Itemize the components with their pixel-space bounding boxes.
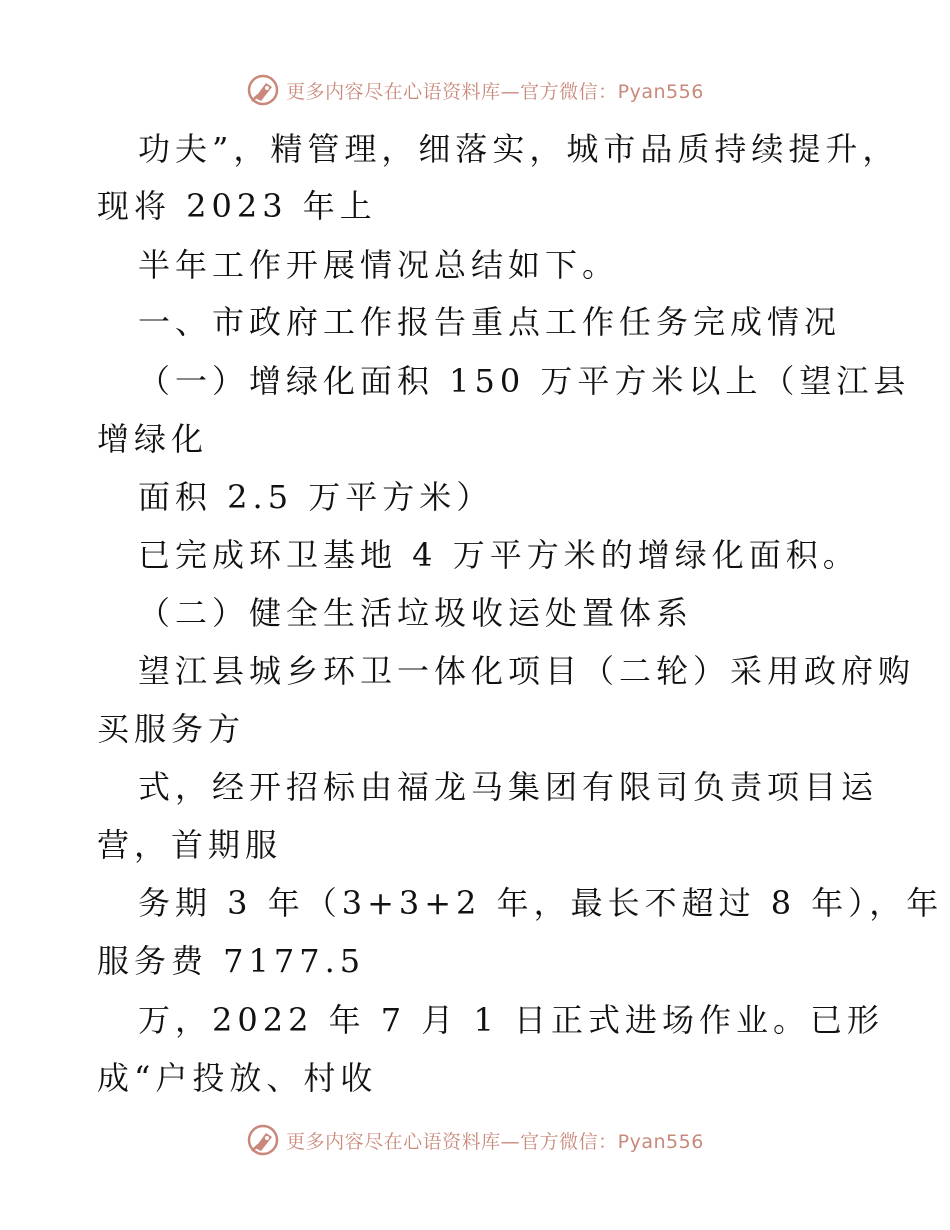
text-line: 买服务方 — [97, 710, 246, 748]
footer-watermark — [0, 1120, 950, 1160]
text-line: 成“户投放、村收 — [97, 1059, 378, 1097]
pen-nib-circle-icon — [246, 1123, 280, 1157]
pen-nib-circle-icon — [246, 73, 280, 107]
text-line: 式，经开招标由福龙马集团有限司负责项目运 — [138, 768, 879, 806]
text-line: 面积 2.5 万平方米） — [138, 478, 494, 516]
subsection-heading: （二）健全生活垃圾收运处置体系 — [138, 594, 694, 632]
watermark-text: 更多内容尽在心语资料库—官方微信：Pyan556 — [286, 80, 704, 103]
text-line: 万，2022 年 7 月 1 日正式进场作业。已形 — [138, 1001, 885, 1039]
text-line: 营，首期服 — [97, 826, 283, 864]
text-line: 务期 3 年（3+3+2 年，最长不超过 8 年），年 — [138, 884, 944, 922]
text-line: 功夫”，精管理，细落实，城市品质持续提升， — [138, 130, 900, 168]
header-watermark — [0, 70, 950, 110]
text-line: 服务费 7177.5 — [97, 942, 366, 980]
section-heading: 一、市政府工作报告重点工作任务完成情况 — [138, 303, 842, 341]
watermark-text: 更多内容尽在心语资料库—官方微信：Pyan556 — [286, 1130, 704, 1153]
text-line: 望江县城乡环卫一体化项目（二轮）采用政府购 — [138, 652, 916, 690]
watermark-group — [246, 73, 704, 107]
text-line: 现将 2023 年上 — [97, 187, 377, 225]
text-line: 半年工作开展情况总结如下。 — [138, 246, 620, 284]
watermark-group — [246, 1123, 704, 1157]
text-line: 增绿化 — [97, 420, 209, 458]
text-line: 已完成环卫基地 4 万平方米的增绿化面积。 — [138, 536, 860, 574]
subsection-heading: （一）增绿化面积 150 万平方米以上（望江县 — [138, 362, 911, 400]
